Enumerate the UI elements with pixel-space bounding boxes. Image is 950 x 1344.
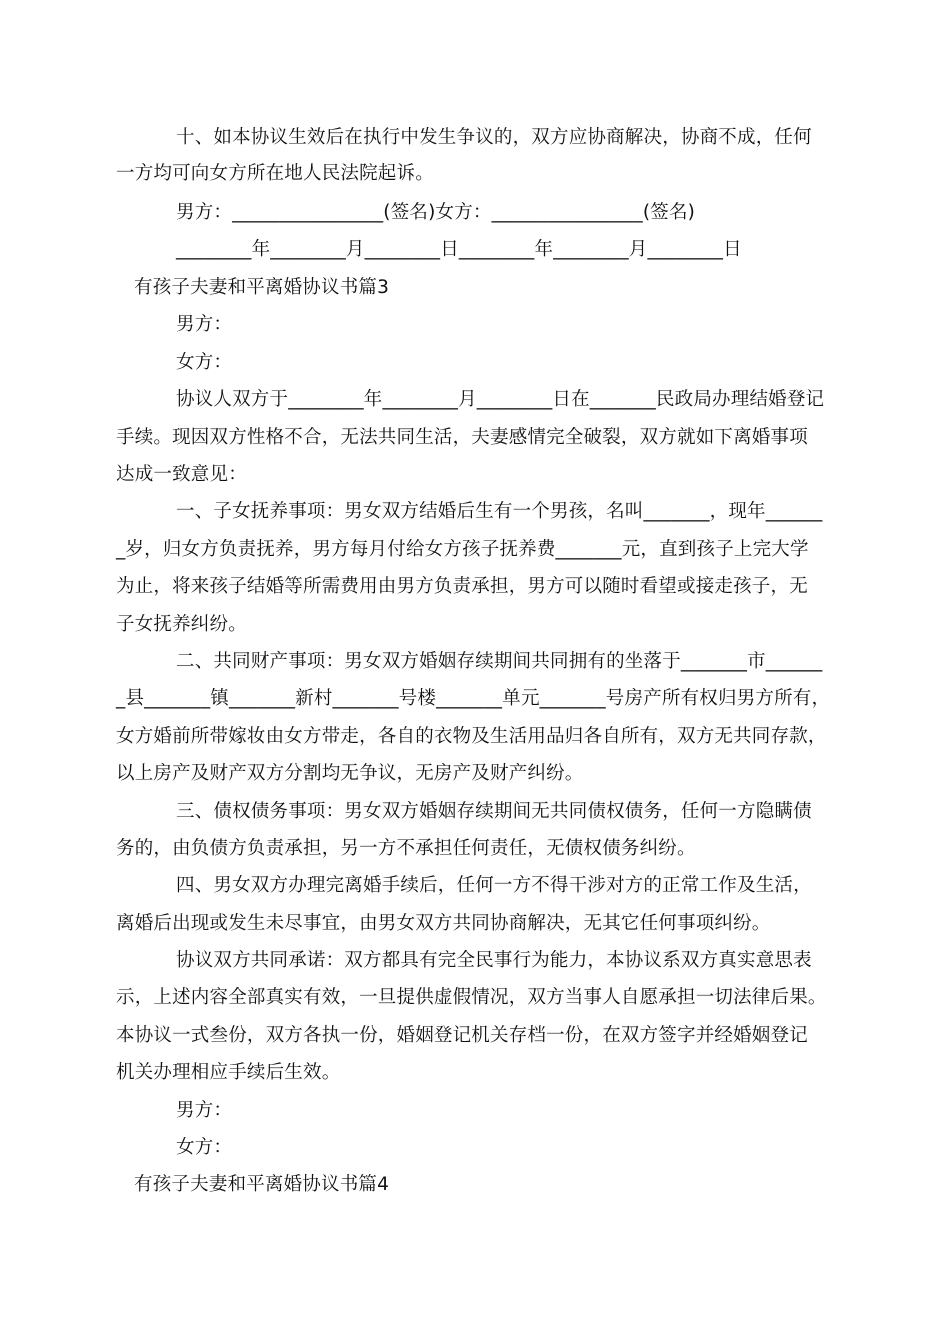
paragraph-line: 十、如本协议生效后在执行中发生争议的，双方应协商解决，协商不成，任何 (176, 127, 812, 148)
signature-line: 男方：________________(签名)女方：________________(签名) (176, 202, 696, 223)
paragraph-line: 子女抚养纠纷。 (116, 614, 247, 635)
paragraph-line: 离婚后出现或发生未尽事宜，由男女双方共同协商解决，无其它任何事项纠纷。 (116, 913, 771, 934)
paragraph-line: 四、男女双方办理完离婚手续后，任何一方不得干涉对方的正常工作及生活， (176, 875, 812, 896)
paragraph-line: _县_______镇_______新村_______号楼_______单元_______号房产所有权归男方所有， (116, 688, 831, 709)
paragraph-line: 本协议一式叁份，双方各执一份，婚姻登记机关存档一份，在双方签字并经婚姻登记 (116, 1025, 808, 1046)
paragraph-line: 一方均可向女方所在地人民法院起诉。 (116, 163, 434, 184)
paragraph-line: 机关办理相应手续后生效。 (116, 1062, 341, 1083)
paragraph-line: 以上房产及财产双方分割均无争议，无房产及财产纠纷。 (116, 763, 584, 784)
section-heading: 有孩子夫妻和平离婚协议书篇4 (134, 1174, 390, 1195)
paragraph-line: 达成一致意见： (116, 464, 247, 485)
paragraph-line: _岁，归女方负责抚养，男方每月付给女方孩子抚养费_______元，直到孩子上完大学 (116, 539, 809, 560)
date-line: ________年________月________日________年________月________日 (176, 239, 742, 260)
party-label-male: 男方： (176, 314, 233, 335)
paragraph-line: 为止，将来孩子结婚等所需费用由男方负责承担，男方可以随时看望或接走孩子，无 (116, 576, 808, 597)
section-heading: 有孩子夫妻和平离婚协议书篇3 (134, 277, 390, 298)
paragraph-line: 协议双方共同承诺：双方都具有完全民事行为能力，本协议系双方真实意思表 (176, 950, 812, 971)
paragraph-line: 一、子女抚养事项：男女双方结婚后生有一个男孩，名叫_______，现年______ (176, 501, 823, 522)
paragraph-line: 二、共同财产事项：男女双方婚姻存续期间共同拥有的坐落于_______市______ (176, 651, 823, 672)
paragraph-line: 协议人双方于________年________月________日在_______民政局办理结婚登记 (176, 389, 825, 410)
paragraph-line: 手续。现因双方性格不合，无法共同生活，夫妻感情完全破裂，双方就如下离婚事项 (116, 427, 808, 448)
paragraph-line: 女方婚前所带嫁妆由女方带走，各自的衣物及生活用品归各自所有，双方无共同存款， (116, 726, 827, 747)
paragraph-line: 三、债权债务事项：男女双方婚姻存续期间无共同债权债务，任何一方隐瞒债 (176, 801, 812, 822)
party-label-male: 男方： (176, 1100, 233, 1121)
party-label-female: 女方： (176, 1137, 233, 1158)
paragraph-line: 示，上述内容全部真实有效，一旦提供虚假情况，双方当事人自愿承担一切法律后果。 (116, 987, 827, 1008)
party-label-female: 女方： (176, 352, 233, 373)
paragraph-line: 务的，由负债方负责承担，另一方不承担任何责任，无债权债务纠纷。 (116, 838, 696, 859)
